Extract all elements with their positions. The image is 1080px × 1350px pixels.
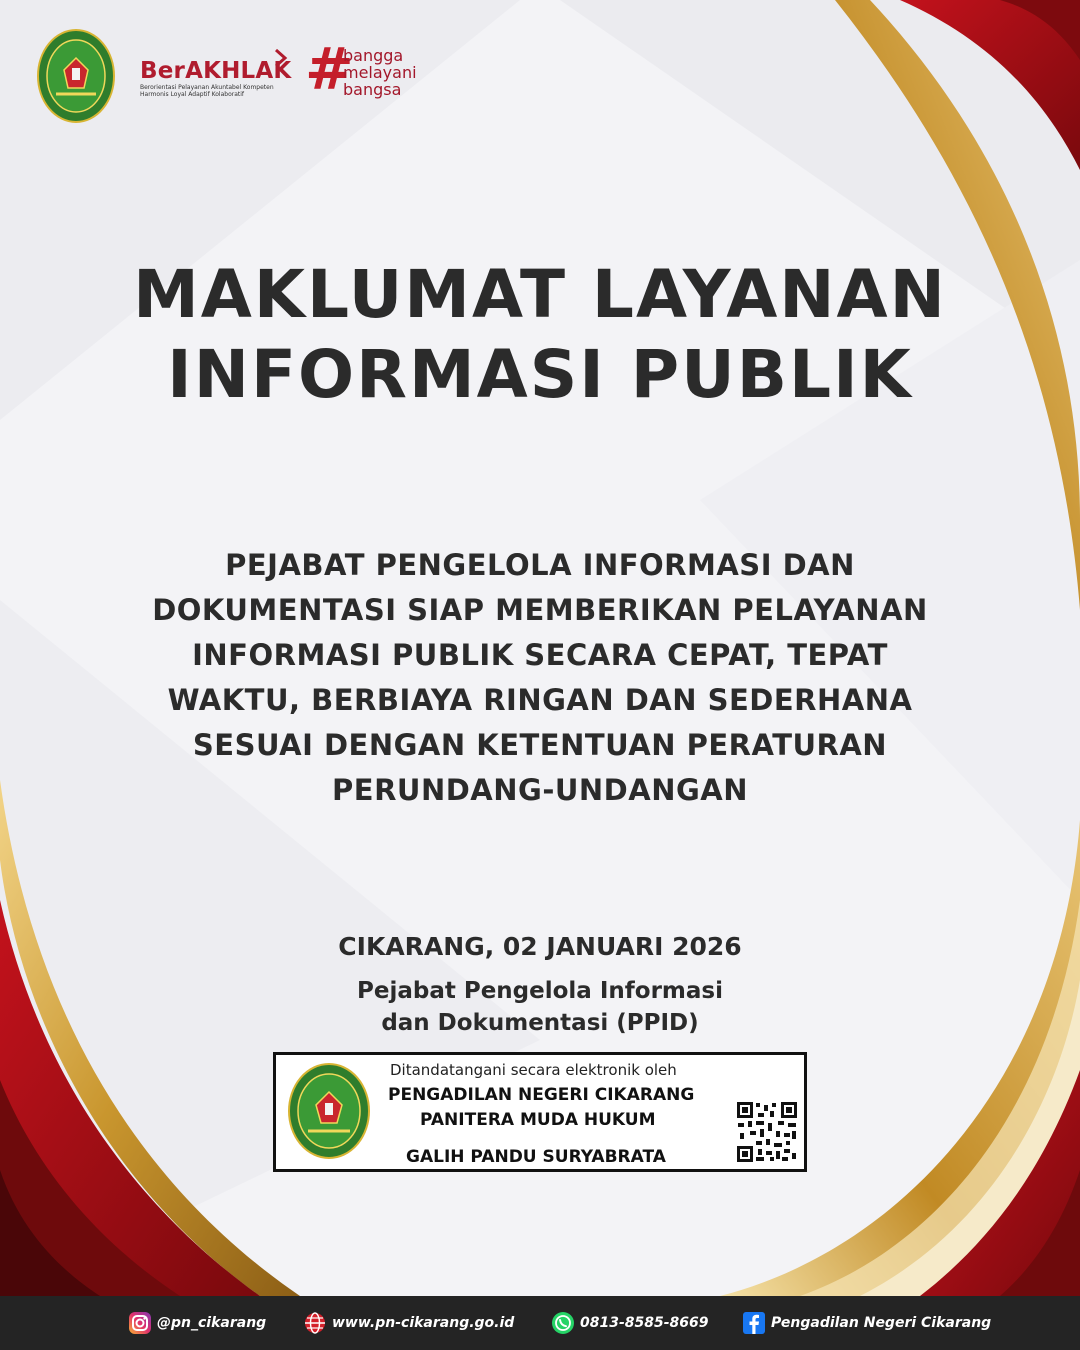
court-seal-icon [286,1061,372,1161]
statement-line: PEJABAT PENGELOLA INFORMASI DAN [225,548,855,582]
statement-line: INFORMASI PUBLIK SECARA CEPAT, TEPAT [192,638,888,672]
berakhlak-tagline-1: Berorientasi Pelayanan Akuntabel Kompeten [140,84,274,91]
berakhlak-logo [140,48,300,108]
hashtag-word-3: bangsa [343,80,402,99]
footer-website[interactable] [303,1311,514,1335]
footer-contact-bar [0,1296,1080,1350]
instagram-handle: @pn_cikarang [157,1315,267,1331]
facebook-icon [742,1311,766,1335]
whatsapp-number: 0813-8585-8669 [580,1315,709,1331]
ppid-role-line-2: dan Dokumentasi (PPID) [381,1010,699,1036]
qr-code-icon [736,1101,798,1163]
title-line-2: INFORMASI PUBLIK [167,336,913,413]
berakhlak-tagline-2: Harmonis Loyal Adaptif Kolaboratif [140,91,245,98]
service-statement [100,543,980,813]
statement-line: WAKTU, BERBIAYA RINGAN DAN SEDERHANA [167,683,913,717]
instagram-icon [128,1311,152,1335]
statement-line: SESUAI DENGAN KETENTUAN PERATURAN [192,728,888,762]
place-date: CIKARANG, 02 JANUARI 2026 [338,932,742,961]
hashtag-word-1: bangga [343,46,404,65]
statement-line: DOKUMENTASI SIAP MEMBERIKAN PELAYANAN [152,593,928,627]
hashtag-word-2: melayani [343,63,417,82]
title-line-1: MAKLUMAT LAYANAN [133,256,947,333]
facebook-page: Pengadilan Negeri Cikarang [771,1315,992,1331]
bangga-melayani-bangsa-logo [305,35,445,105]
ppid-role-line-1: Pejabat Pengelola Informasi [357,978,723,1004]
footer-whatsapp[interactable] [551,1311,709,1335]
website-url: www.pn-cikarang.go.id [332,1315,515,1331]
berakhlak-title: BerAKHLAK [140,58,292,84]
signature-name: GALIH PANDU SURYABRATA [406,1147,666,1167]
ppid-role [240,975,840,1039]
hashtag-symbol: # [305,35,354,103]
electronic-signature-box [273,1052,807,1172]
court-logo [36,28,116,124]
signature-position: PANITERA MUDA HUKUM [420,1110,656,1130]
chevron-right-icon [272,48,290,68]
signature-intro: Ditandatangani secara elektronik oleh [390,1061,677,1079]
signature-institution: PENGADILAN NEGERI CIKARANG [388,1085,695,1105]
footer-facebook[interactable] [742,1311,991,1335]
footer-instagram[interactable] [128,1311,266,1335]
whatsapp-icon [551,1311,575,1335]
globe-icon [303,1311,327,1335]
statement-line: PERUNDANG-UNDANGAN [332,773,748,807]
